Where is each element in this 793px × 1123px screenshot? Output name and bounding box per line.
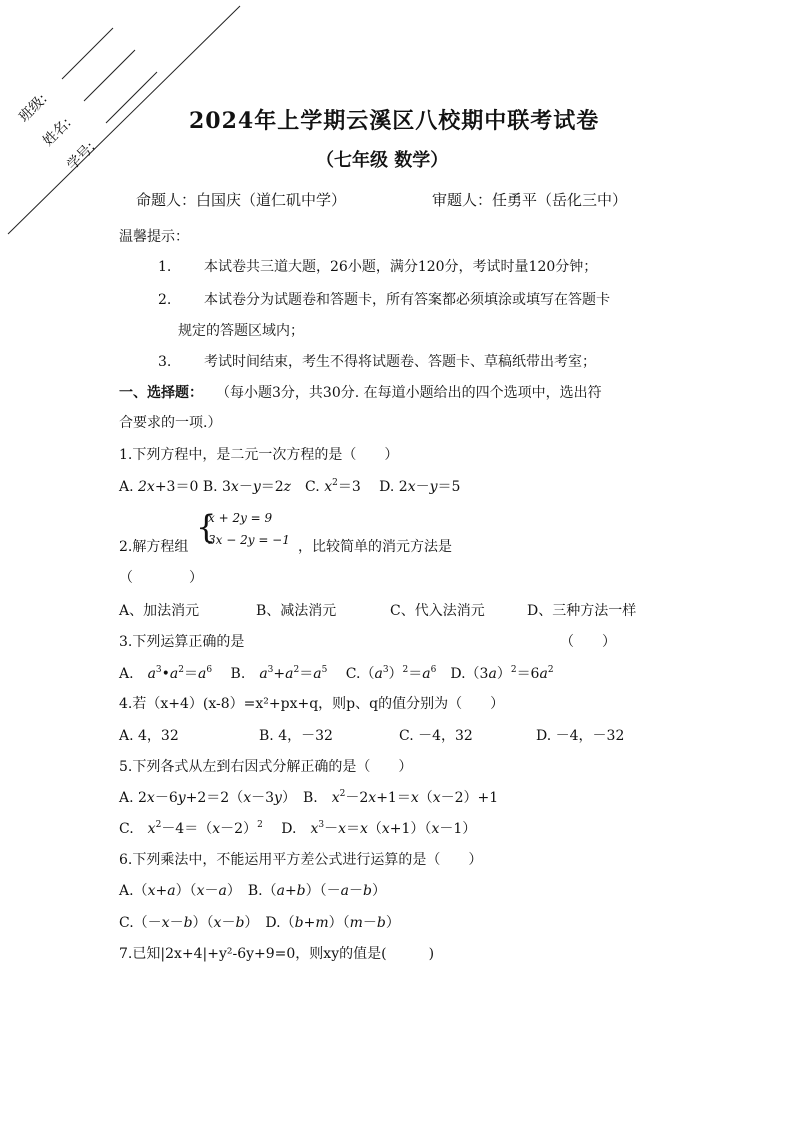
question-4-option-b: B. 4，－32 — [259, 728, 333, 744]
notes-heading: 温馨提示： — [119, 229, 189, 245]
student-id-label: 学号: — [64, 138, 99, 174]
note-number: 2. — [158, 292, 172, 308]
note-text: 考试时间结束，考生不得将试题卷、答题卡、草稿纸带出考室； — [204, 354, 596, 370]
question-2-option-b: B、减法消元 — [256, 603, 337, 619]
equation-2: 3x − 2y = −1 — [208, 533, 290, 547]
question-3-options: A. $a^3•a^2=a^6$ B. $a^3+a^2=a^5$ $C.(a^3)^2=a^6$ $D.(3a)^2=6a^2$ — [119, 665, 554, 682]
question-3-stem: 3.下列运算正确的是 — [119, 634, 245, 650]
page-subtitle: （七年级 数学） — [316, 150, 449, 171]
class-label: 班级: — [16, 90, 51, 126]
question-5-options-ab: A. 2x－6y+2＝2（x－3y） B. $x^2-2x+1=x(x-2)+1$ — [119, 789, 499, 806]
question-6-stem: 6.下列乘法中，不能运用平方差公式进行运算的是（ ） — [119, 852, 483, 868]
author-line: 命题人：白国庆（道仁矶中学） — [136, 191, 347, 209]
name-label: 姓名: — [40, 114, 75, 150]
note-text-continued: 规定的答题区域内； — [178, 323, 304, 339]
question-4-option-d: D. －4，－32 — [536, 728, 625, 744]
note-text: 本试卷共三道大题，26小题，满分120分，考试时量120分钟； — [204, 259, 598, 275]
question-4-stem: 4.若（x+4）(x-8）=x²+px+q，则p、q的值分别为（ ） — [119, 696, 505, 712]
note-number: 1. — [158, 259, 172, 275]
question-4-option-a: A. 4，32 — [119, 728, 179, 744]
page-title: 2024年上学期云溪区八校期中联考试卷 — [189, 108, 600, 134]
note-number: 3. — [158, 354, 172, 370]
question-2-option-c: C、代入法消元 — [390, 603, 485, 619]
section-description: （每小题3分，共30分. 在每道小题给出的四个选项中，选出符 — [216, 385, 602, 401]
equation-system-brace: { — [196, 508, 217, 546]
question-1-stem: 1.下列方程中，是二元一次方程的是（ ） — [119, 447, 399, 463]
question-2-answer-paren: （ ） — [119, 570, 203, 586]
question-5-stem: 5.下列各式从左到右因式分解正确的是（ ） — [119, 759, 413, 775]
question-1-options: A. 2x+3＝0 B. 3x－y＝2z C. $x^2=3$ D. 2x－y＝5 — [119, 478, 461, 495]
question-6-options-cd: C.（－x－b）（x－b） D.（b+m）（m－b） — [119, 915, 400, 931]
note-text: 本试卷分为试题卷和答题卡，所有答案都必须填涂或填写在答题卡 — [204, 292, 610, 308]
question-4-option-c: C. －4，32 — [399, 728, 473, 744]
section-heading: 一、选择题： — [119, 385, 203, 401]
question-3-answer-paren: （ ） — [560, 634, 616, 650]
question-2-option-a: A、加法消元 — [119, 603, 200, 619]
reviewer-line: 审题人：任勇平（岳化三中） — [432, 191, 628, 209]
section-description-continued: 合要求的一项.） — [119, 415, 222, 431]
question-6-options-ab: A.（x+a）（x－a） B.（a+b）（－a－b） — [119, 883, 386, 899]
equation-1: x + 2y = 9 — [208, 511, 273, 525]
question-2-stem: 2.解方程组 — [119, 539, 189, 555]
question-2-option-d: D、三种方法一样 — [527, 603, 637, 619]
question-7-stem: 7.已知|2x+4|+y²-6y+9=0，则xy的值是( ) — [119, 946, 435, 962]
question-5-options-cd: C. $x^2-4=(x-2)^2$ D. $x^3-x=x(x+1)(x-1)$ — [119, 820, 477, 837]
question-2-stem-tail: ，比较简单的消元方法是 — [298, 539, 452, 555]
